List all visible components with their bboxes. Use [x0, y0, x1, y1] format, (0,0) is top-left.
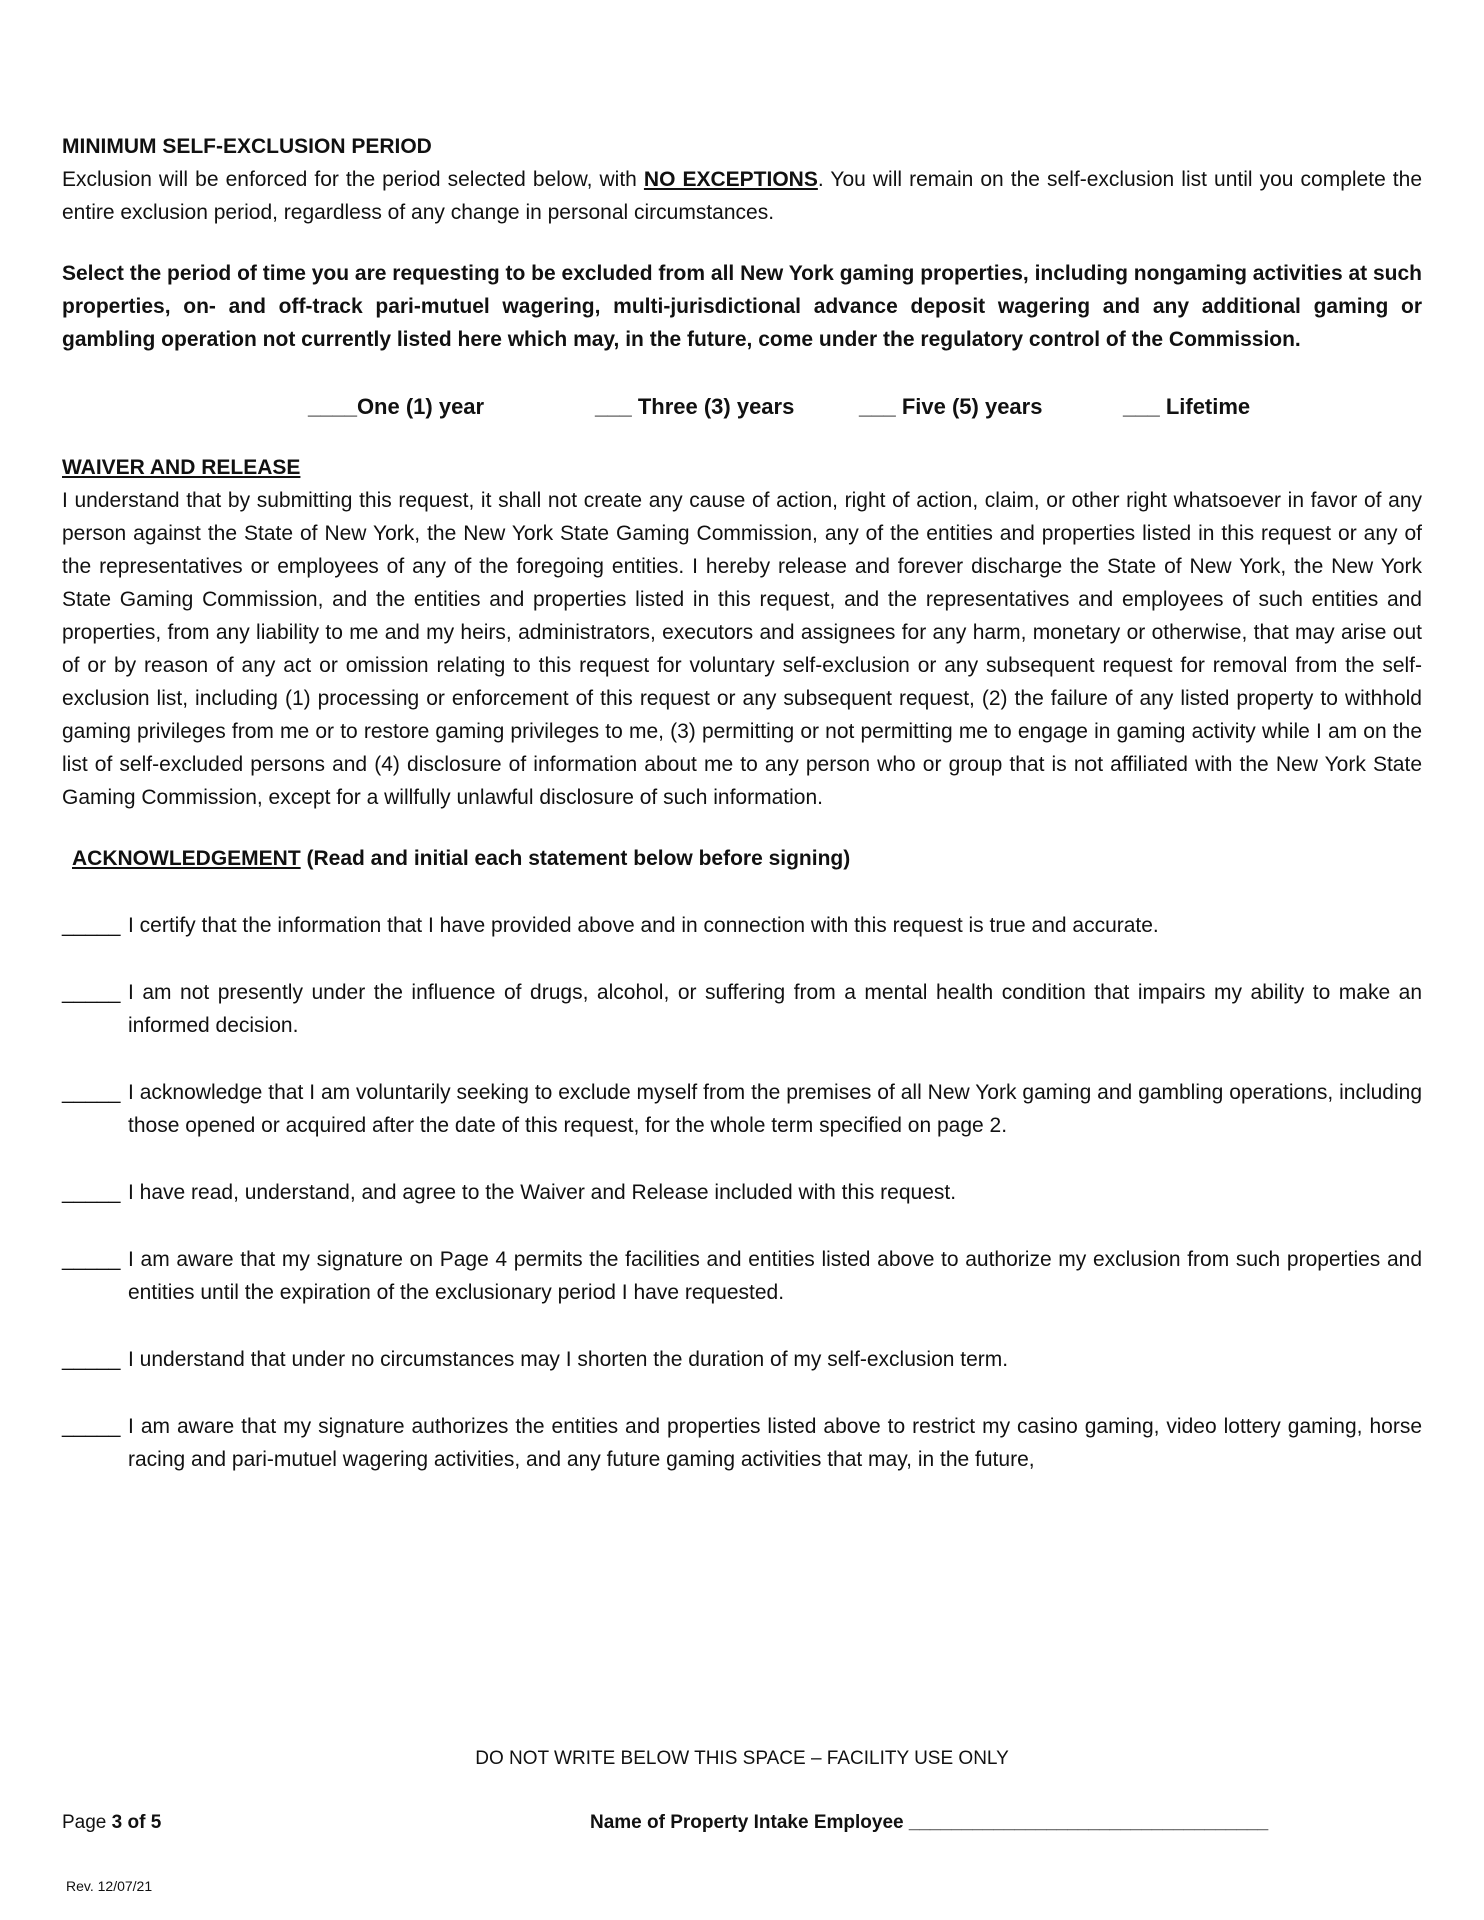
- period-option-lifetime[interactable]: ___ Lifetime: [1123, 394, 1251, 419]
- intake-employee-line[interactable]: __________________________________: [908, 1812, 1269, 1833]
- ack-item-voluntary: _____ I acknowledge that I am voluntarily seeking to exclude myself from the premises of all New York gaming and gambling operations, including those opened or acquired after the date of this request, for the whole term specified on page 2.: [62, 1076, 1422, 1142]
- initial-blank[interactable]: _____: [62, 1181, 121, 1204]
- intake-employee-field: [590, 1806, 1268, 1839]
- waiver-text: I understand that by submitting this request, it shall not create any cause of action, right of action, claim, or other right whatsoever in favor of any person against the State of New York, the New York State Gaming Commission, any of the entities and properties listed in this request or any of the representatives or employees of any of the foregoing entities. I hereby release and forever discharge the State of New York, the New York State Gaming Commission, and the entities and properties listed in this request, and the representatives and employees of such entities and properties, from any liability to me and my heirs, administrators, executors and assignees for any harm, monetary or otherwise, that may arise out of or by reason of any act or omission relating to this request for voluntary self-exclusion or any subsequent request for removal from the self-exclusion list, including (1) processing or enforcement of this request or any subsequent request, (2) the failure of any listed property to withhold gaming privileges from me or to restore gaming privileges to me, (3) permitting or not permitting me to engage in gaming activity while I am on the list of self-excluded persons and (4) disclosure of information about me to any person who or group that is not affiliated with the New York State Gaming Commission, except for a willfully unlawful disclosure of such information.: [62, 489, 1422, 809]
- minimum-period-text: Exclusion will be enforced for the period selected below, with NO EXCEPTIONS. You will remain on the self-exclusion list until you complete the entire exclusion period, regardless of any change in personal circumstances.: [62, 168, 1422, 224]
- revision-date: Rev. 12/07/21: [66, 1878, 153, 1894]
- initial-blank[interactable]: _____: [62, 981, 121, 1004]
- initial-blank[interactable]: _____: [62, 1081, 121, 1104]
- ack-item-certify: _____ I certify that the information that I have provided above and in connection with this request is true and accurate.: [62, 909, 1422, 942]
- document-page: [62, 130, 1422, 1476]
- minimum-period-heading: MINIMUM SELF-EXCLUSION PERIOD: [62, 135, 432, 158]
- initial-blank[interactable]: _____: [62, 1415, 121, 1438]
- initial-blank[interactable]: _____: [62, 914, 121, 937]
- page-number: Page 3 of 5: [62, 1812, 162, 1833]
- no-exceptions-emphasis: NO EXCEPTIONS: [643, 168, 818, 191]
- intake-employee-label: Name of Property Intake Employee: [590, 1812, 909, 1833]
- ack-item-not-influenced: _____ I am not presently under the influence of drugs, alcohol, or suffering from a mental health condition that impairs my ability to make an informed decision.: [62, 976, 1422, 1042]
- acknowledgement-heading: ACKNOWLEDGEMENT (Read and initial each statement below before signing): [72, 847, 851, 870]
- ack-item-signature-page4: _____ I am aware that my signature on Page 4 permits the facilities and entities listed above to authorize my exclusion from such properties and entities until the expiration of the exclusionary period I have requested.: [62, 1243, 1422, 1309]
- period-options: [62, 390, 1422, 423]
- facility-use-note: DO NOT WRITE BELOW THIS SPACE – FACILITY USE ONLY: [475, 1748, 1009, 1769]
- ack-item-waiver-read: _____ I have read, understand, and agree to the Waiver and Release included with this request.: [62, 1176, 1422, 1209]
- ack-item-no-shorten: _____ I understand that under no circumstances may I shorten the duration of my self-exclusion term.: [62, 1343, 1422, 1376]
- initial-blank[interactable]: _____: [62, 1248, 121, 1271]
- period-option-one-year[interactable]: ____One (1) year: [308, 394, 485, 419]
- waiver-heading: WAIVER AND RELEASE: [62, 456, 301, 479]
- initial-blank[interactable]: _____: [62, 1348, 121, 1371]
- period-option-three-years[interactable]: ___ Three (3) years: [595, 394, 795, 419]
- select-period-instructions: Select the period of time you are requesting to be excluded from all New York gaming properties, including nongaming activities at such properties, on- and off-track pari-mutuel wagering, multi-jurisdictional advance deposit wagering and any additional gaming or gambling operation not currently listed here which may, in the future, come under the regulatory control of the Commission.: [62, 262, 1422, 351]
- period-option-five-years[interactable]: ___ Five (5) years: [859, 394, 1043, 419]
- ack-item-restrict-activities: _____ I am aware that my signature authorizes the entities and properties listed above to restrict my casino gaming, video lottery gaming, horse racing and pari-mutuel wagering activities, and any future gaming activities that may, in the future,: [62, 1410, 1422, 1476]
